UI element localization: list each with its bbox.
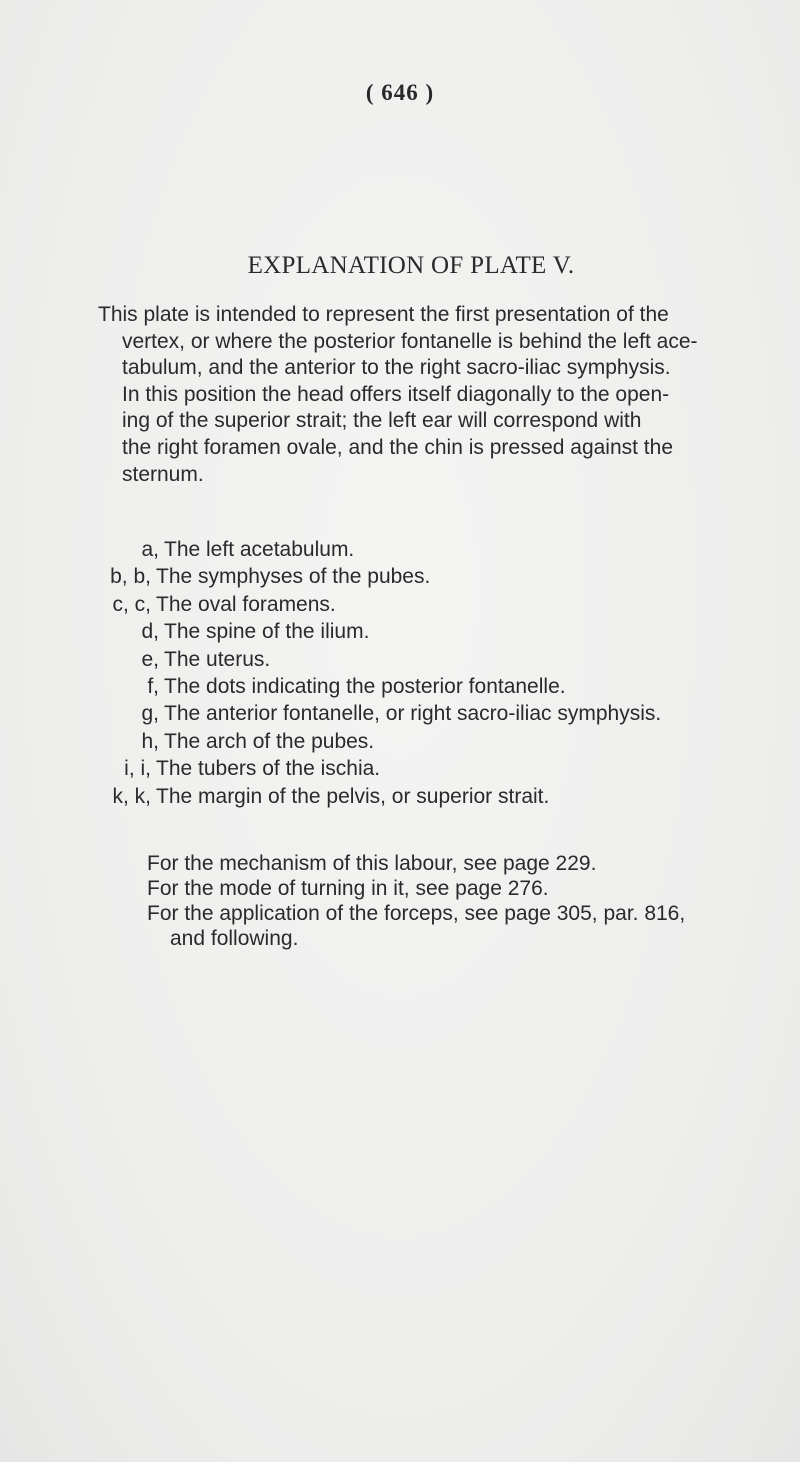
plate-legend xyxy=(98,536,661,810)
legend-text: The spine of the ilium. xyxy=(164,620,370,644)
legend-key: f, xyxy=(147,675,159,699)
intro-line: ing of the superior strait; the left ear will correspond with xyxy=(122,409,642,433)
intro-line: In this position the head offers itself diagonally to the open- xyxy=(122,382,670,406)
legend-text: The uterus. xyxy=(164,647,271,671)
page-references xyxy=(147,851,685,951)
legend-text: The arch of the pubes. xyxy=(164,729,375,753)
reference-line: and following. xyxy=(170,927,299,950)
legend-item xyxy=(98,536,661,563)
legend-key: h, xyxy=(141,729,159,753)
legend-item xyxy=(98,673,661,700)
legend-item xyxy=(98,618,661,645)
legend-key: i, i, xyxy=(124,757,151,781)
intro-line: tabulum, and the anterior to the right sacro-iliac symphysis. xyxy=(122,356,671,380)
page-number: ( 646 ) xyxy=(365,80,435,105)
legend-key: a, xyxy=(141,538,159,561)
legend-text: The left acetabulum. xyxy=(164,538,355,561)
legend-key: e, xyxy=(141,647,159,671)
legend-text: The oval foramens. xyxy=(156,592,336,616)
reference-line: For the application of the forceps, see page 305, par. 816, xyxy=(147,902,686,925)
intro-line: the right foramen ovale, and the chin is pressed against the xyxy=(122,435,674,459)
legend-text: The symphyses of the pubes. xyxy=(156,565,431,589)
legend-item xyxy=(98,783,661,810)
legend-item xyxy=(98,755,661,782)
legend-text: The anterior fontanelle, or right sacro-iliac symphysis. xyxy=(164,702,662,726)
legend-key: d, xyxy=(141,620,159,644)
legend-item xyxy=(98,700,661,727)
legend-key: g, xyxy=(141,702,159,726)
legend-text: The margin of the pelvis, or superior strait. xyxy=(156,784,550,808)
intro-line: sternum. xyxy=(122,462,204,486)
legend-item xyxy=(98,646,661,673)
reference-line: For the mechanism of this labour, see page 229. xyxy=(147,852,597,875)
legend-item xyxy=(98,728,661,755)
legend-item xyxy=(98,591,661,618)
intro-line: This plate is intended to represent the first presentation of the xyxy=(98,303,669,326)
legend-text: The tubers of the ischia. xyxy=(156,757,381,781)
legend-text: The dots indicating the posterior fontanelle. xyxy=(164,675,566,699)
intro-line: vertex, or where the posterior fontanelle is behind the left ace- xyxy=(122,329,698,353)
legend-key: k, k, xyxy=(112,784,151,808)
legend-key: b, b, xyxy=(110,565,151,589)
reference-line: For the mode of turning in it, see page 276. xyxy=(147,877,549,900)
legend-key: c, c, xyxy=(112,592,151,616)
page-title: EXPLANATION OF PLATE V. xyxy=(247,252,575,279)
legend-item xyxy=(98,563,661,590)
intro-paragraph xyxy=(98,302,800,488)
